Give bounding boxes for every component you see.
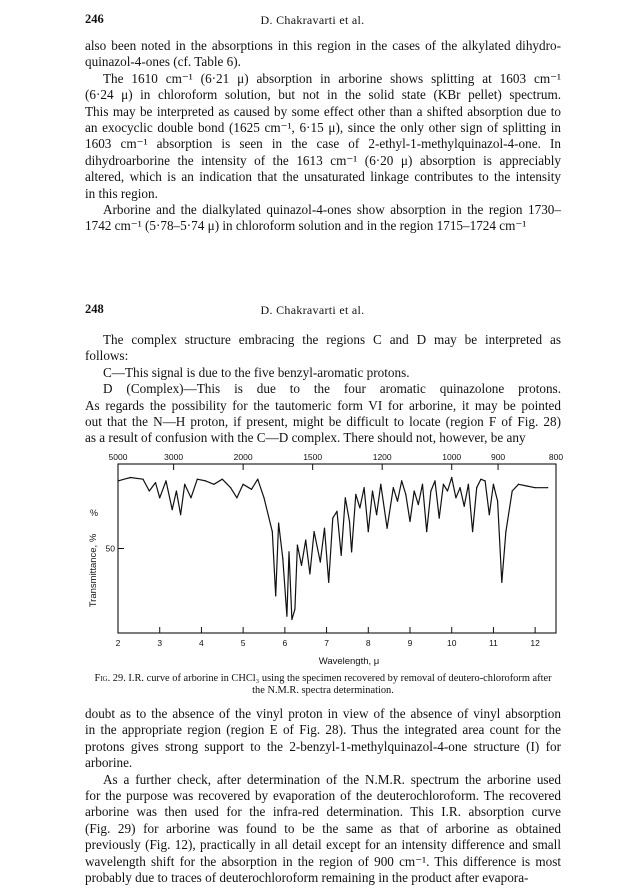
spectrum-point (393, 487, 394, 488)
spectrum-point (459, 487, 460, 488)
x-axis-tick-label: 5 (240, 638, 246, 648)
spectrum-point (230, 487, 231, 488)
spectrum-point (443, 484, 444, 485)
x-axis-tick-label: 9 (407, 638, 413, 648)
spectrum-point (547, 487, 548, 488)
spectrum-point (117, 480, 118, 481)
spectrum-point (130, 477, 131, 478)
text-line: As a further check, after determination of the N.M.R. spectrum the arborine used (103, 771, 561, 787)
text-line: As regards the possibility for the tautomeric form VI for arborine, it may be pointed (85, 397, 561, 413)
text-line: out that the N—H proton, if present, might be difficult to locate (region F of Fig. 28) (85, 414, 561, 430)
spectrum-point (526, 485, 527, 486)
spectrum-point (439, 517, 440, 518)
figure-caption-text: I.R. curve of arborine in CHCl₃ using the specimen recovered by removal of deutero-chloroform after the N.M.R. spectra determination. (128, 673, 552, 696)
y-axis-percent-label: % (89, 508, 99, 518)
text-line: dihydroarborine the intensity of the 1613 cm⁻¹ (6·20 μ) absorption is appreciably (85, 152, 561, 168)
text-line: This may be interpreted as caused by some effect other than a shifted absorption due to (85, 103, 561, 119)
spectrum-point (165, 480, 166, 481)
spectrum-point (493, 484, 494, 485)
spectrum-point (489, 514, 490, 515)
page-248-fragment (0, 298, 625, 893)
spectrum-point (282, 558, 283, 559)
spectrum-point (345, 497, 346, 498)
spectrum-point (313, 531, 314, 532)
spectrum-point (518, 484, 519, 485)
spectrum-point (380, 484, 381, 485)
x-axis-tick-label: 2 (115, 638, 121, 648)
spectrum-point (278, 523, 279, 524)
x-axis-tick-label: 4 (199, 638, 204, 648)
text-line: follows: (85, 348, 129, 364)
text-line: Arborine and the dialkylated quinazol-4-ones show absorption in the region 1730– (103, 202, 561, 218)
x-axis-tick-label: 3 (157, 638, 163, 648)
spectrum-point (305, 539, 306, 540)
spectrum-point (332, 517, 333, 518)
spectrum-point (359, 507, 360, 508)
text-line: for the purpose was recovered by evaporation of the deuterochloroform. The recovered (85, 788, 561, 804)
spectrum-point (397, 501, 398, 502)
spectrum-point (476, 487, 477, 488)
spectrum-point (297, 545, 298, 546)
spectrum-point (368, 531, 369, 532)
text-line: altered, which is an indication that the unsaturated linkage contributes to the intensity (85, 169, 561, 185)
spectrum-point (535, 487, 536, 488)
text-line: previously (Fig. 12), practically in all detail except for an intensity difference and small (85, 837, 561, 853)
text-line: an exocyclic double bond (1625 cm⁻¹, 6·15 μ), since the only other sign of splitting in (85, 120, 561, 136)
running-head: D. Chakravarti et al. (260, 13, 365, 27)
x-axis-tick-label: 10 (446, 638, 457, 648)
y-axis-label: Transmittance, % (88, 533, 99, 608)
body-text-below-figure (85, 706, 561, 886)
spectrum-point (197, 479, 198, 480)
text-line: The complex structure embracing the regions C and D may be interpreted as (103, 332, 561, 347)
spectrum-point (286, 616, 287, 617)
text-line: (Fig. 29) for arborine was found to be the same as that of arborine as obtained (85, 820, 561, 836)
text-line: The 1610 cm⁻¹ (6·21 μ) absorption in arborine shows splitting at 1603 cm⁻¹ (103, 70, 561, 86)
spectrum-point (480, 479, 481, 480)
spectrum-point (142, 479, 143, 480)
text-line: arborine was then used for the infra-red determination. This I.R. absorption curve (85, 804, 561, 820)
spectrum-point (320, 561, 321, 562)
spectrum-point (447, 490, 448, 491)
text-line: wavelength shift for the absorption in the region of 900 cm⁻¹. This difference is most (85, 853, 561, 869)
spectrum-point (430, 490, 431, 491)
spectrum-point (291, 619, 292, 620)
spectrum-point (272, 531, 273, 532)
text-line: in this region. (85, 185, 158, 201)
spectrum-point (155, 482, 156, 483)
spectrum-point (294, 609, 295, 610)
spectrum-series-line (118, 478, 548, 620)
figure-caption-label: Fig. 29. (94, 673, 126, 684)
spectrum-point (309, 573, 310, 574)
top-axis-tick-label: 1200 (372, 452, 392, 462)
spectrum-point (364, 487, 365, 488)
spectrum-point (180, 514, 181, 515)
text-line: C—This signal is due to the five benzyl-aromatic protons. (103, 364, 410, 380)
spectrum-point (172, 509, 173, 510)
ir-spectrum-figure (0, 298, 625, 678)
spectrum-point (372, 490, 373, 491)
spectrum-point (512, 490, 513, 491)
spectrum-point (401, 480, 402, 481)
spectrum-point (184, 484, 185, 485)
spectrum-point (484, 480, 485, 481)
spectrum-point (422, 484, 423, 485)
spectrum-point (301, 565, 302, 566)
top-axis-tick-label: 3000 (164, 452, 184, 462)
spectrum-point (434, 480, 435, 481)
text-line: D (Complex)—This is due to the four aromatic quinazolone protons. (103, 381, 561, 397)
spectrum-point (472, 531, 473, 532)
spectrum-point (409, 521, 410, 522)
y-axis-tick-label: 50 (105, 543, 115, 554)
spectrum-point (236, 497, 237, 498)
spectrum-point (497, 501, 498, 502)
spectrum-point (149, 490, 150, 491)
x-axis-tick-label: 11 (489, 638, 498, 648)
body-text (85, 38, 561, 235)
spectrum-point (205, 480, 206, 481)
text-line: 1742 cm⁻¹ (5·78–5·74 μ) in chloroform solution and in the region 1715–1724 cm⁻¹ (85, 218, 527, 234)
spectrum-point (376, 514, 377, 515)
text-line: (6·24 μ) in chloroform solution, but not in the solid state (KBr pellet) spectrum. (85, 87, 561, 103)
spectrum-point (351, 551, 352, 552)
text-line: doubt as to the absence of the vinyl proton in view of the absence of vinyl absorption (85, 706, 561, 721)
spectrum-point (243, 484, 244, 485)
spectrum-point (251, 489, 252, 490)
page-number: 248 (85, 302, 104, 316)
spectrum-point (455, 497, 456, 498)
top-axis-tick-label: 900 (490, 452, 506, 462)
spectrum-point (414, 490, 415, 491)
spectrum-point (257, 479, 258, 480)
spectrum-point (222, 479, 223, 480)
text-line: arborine. (85, 755, 133, 771)
x-axis-tick-label: 6 (282, 638, 288, 648)
spectrum-point (336, 511, 337, 512)
spectrum-point (386, 528, 387, 529)
top-axis-tick-label: 1000 (442, 452, 462, 462)
spectrum-point (505, 531, 506, 532)
x-axis-tick-label: 8 (365, 638, 371, 648)
text-line: protons gives strong support to the 2-benzyl-1-methylquinazol-4-one structure (I) for (85, 738, 561, 754)
spectrum-point (464, 506, 465, 507)
top-axis-tick-label: 5000 (108, 452, 128, 462)
spectrum-point (501, 582, 502, 583)
spectrum-point (405, 494, 406, 495)
spectrum-point (328, 582, 329, 583)
running-head: D. Chakravarti et al. (260, 303, 365, 317)
spectrum-point (418, 504, 419, 505)
spectrum-point (324, 528, 325, 529)
spectrum-point (355, 494, 356, 495)
spectrum-point (159, 497, 160, 498)
spectrum-point (349, 521, 350, 522)
top-axis-tick-label: 1500 (303, 452, 323, 462)
text-line: also been noted in the absorptions in this region in the cases of the alkylated dihydro- (85, 38, 561, 53)
top-axis-tick-label: 2000 (233, 452, 253, 462)
spectrum-point (263, 497, 264, 498)
text-line: in the appropriate region (region E of Fig. 28). Thus the integrated area count for the (85, 722, 561, 738)
spectrum-point (341, 555, 342, 556)
x-axis-tick-label: 12 (530, 638, 540, 648)
spectrum-point (213, 484, 214, 485)
spectrum-point (190, 497, 191, 498)
top-axis-tick-label: 800 (548, 452, 564, 462)
figure-caption (88, 673, 558, 697)
text-line: probably due to traces of deuterochloroform remaining in the product after evapora- (85, 870, 529, 886)
spectrum-point (451, 477, 452, 478)
x-axis-tick-label: 7 (324, 638, 329, 648)
text-line: 1603 cm⁻¹ absorption is seen in the case of 2-ethyl-1-methylquinazol-4-one. In (85, 136, 561, 152)
text-line: quinazol-4-ones (cf. Table 6). (85, 54, 241, 70)
spectrum-point (426, 531, 427, 532)
spectrum-point (288, 551, 289, 552)
text-line: as a result of confusion with the C—D complex. There should not, however, be any (85, 430, 526, 446)
page-246-fragment (0, 0, 625, 272)
page-number: 246 (85, 12, 104, 26)
spectrum-point (275, 595, 276, 596)
spectrum-point (468, 484, 469, 485)
spectrum-point (176, 490, 177, 491)
x-axis-label: Wavelength, μ (318, 656, 380, 667)
